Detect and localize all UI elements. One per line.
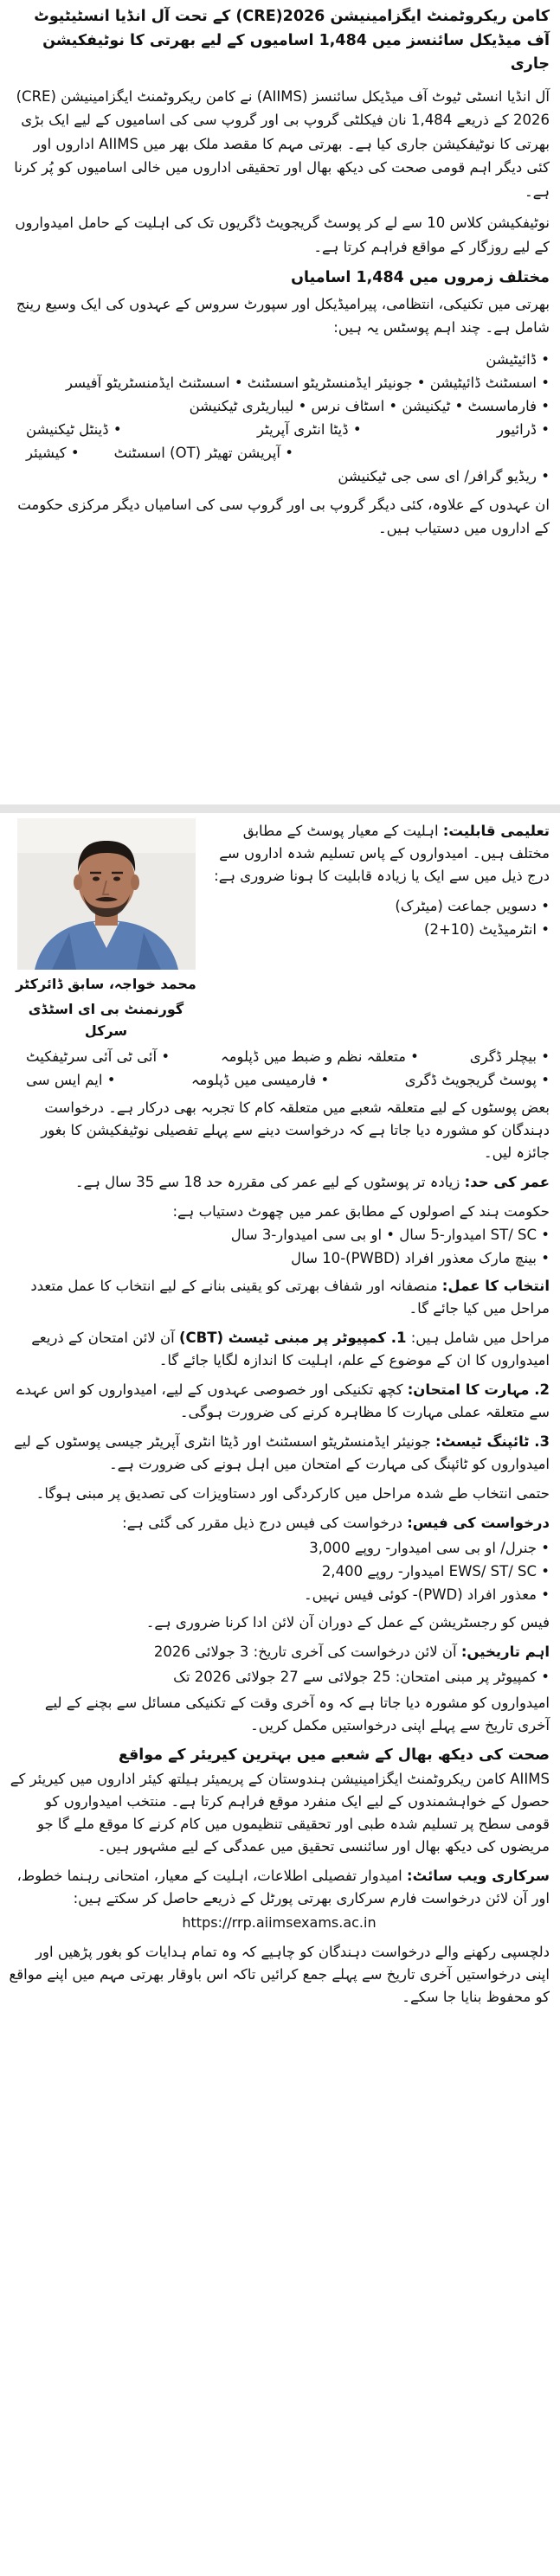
selection-label: انتخاب کا عمل: [441,1278,550,1294]
list-item: • EWS/ ST/ SC امیدوار- روپے 2,400 [321,1563,550,1580]
posts-list [0,348,560,488]
dates-label: اہم تاریخیں: [460,1644,550,1660]
fee-paragraph [0,1512,560,1535]
section-divider [0,804,560,813]
posts-heading: مختلف زمروں میں 1,484 اسامیاں [291,269,550,286]
list-item: • کیشیئر [26,444,80,461]
list-item: • ڈیٹا انٹری آپریٹر [257,420,362,438]
eligibility-summary-paragraph: نوٹیفکیشن کلاس 10 سے لے کر پوسٹ گریجویٹ ڈگریوں تک کی اہلیت کے حامل امیدواروں کے لیے روزگار کے مواقع فراہم کرتا ہے۔ [15,215,550,255]
list-item: • جنرل/ او بی سی امیدوار- روپے 3,000 [309,1540,550,1556]
posts-row [0,418,560,441]
stage1-label: 1. کمپیوٹر پر مبنی ٹیسٹ (CBT) [178,1330,407,1346]
website-paragraph [0,1865,560,1910]
photo-caption-name: محمد خواجہ، سابق ڈائرکٹر [16,976,196,992]
education-text: اہلیت کے معیار پوسٹ کے مطابق مختلف ہیں۔ امیدواروں کے پاس تسلیم شدہ اداروں سے درج ذیل میں سے ایک یا زیادہ قابلیت کا ہونا ضروری ہے: [214,823,550,884]
article-section-intro [0,0,560,804]
photo-caption-org: گورنمنٹ بی ای اسٹڈی سرکل [28,1001,184,1039]
intro-paragraph: آل انڈیا انسٹی ٹیوٹ آف میڈیکل سائنسز (AIIMS) نے کامن ریکروٹمنٹ ایگزامینیشن (CRE) 2026 کے ذریعے 1,484 نان فیکلٹی گروپ بی اور گروپ سی کی اسامیوں کے لیے ایک بڑی بھرتی کا نوٹیفکیشن جاری کیا ہے۔ بھرتی مہم کا مقصد ملک بھر میں AIIMS اداروں اور کئی دیگر اہم قومی صحت کی دیکھ بھال اور تحقیقی اداروں میں خالی اسامیوں کو پُر کرنا ہے۔ [14,87,550,200]
education-row [0,1045,560,1068]
posts-row [0,441,560,465]
lead-headline: کامن ریکروٹمنٹ ایگزامینیشن 2026(CRE) کے تحت آل انڈیا انسٹیٹیوٹ آف میڈیکل سائنسز میں 1,484 اسامیوں کے لیے بھرتی کا نوٹیفکیشن جاری [34,8,550,73]
article-section-details [0,813,560,2576]
list-item: • ڈرائیور [497,420,550,438]
list-item: • ریڈیو گرافر/ ای سی جی ٹیکنیشن [338,467,550,484]
stage2-paragraph [0,1379,560,1424]
closing-paragraph: دلچسپی رکھنے والے درخواست دہندگان کو چاہیے کہ وہ تمام ہدایات کو بغور پڑھیں اور اپنی درخواستیں آخری تاریخ سے پہلے جمع کرائیں تاکہ اس باوقار بھرتی مہم میں اپنے مواقع کو محفوظ بنایا جا سکے۔ [9,1944,550,2005]
list-item: • پوسٹ گریجویٹ ڈگری [404,1072,550,1088]
dates-text: آن لائن درخواست کی آخری تاریخ: 3 جولائی 2026 [153,1644,457,1660]
stage3-paragraph [0,1431,560,1476]
website-url-link[interactable]: https://rrp.aiimsexams.ac.in [182,1914,377,1931]
author-photo [17,818,196,970]
posts-intro-paragraph: بھرتی میں تکنیکی، انتظامی، پیرامیڈیکل اور سپورٹ سروس کے عہدوں کی ایک وسیع رینج شامل ہے۔ چند اہم پوسٹس یہ ہیں: [16,295,550,336]
dates-paragraph [0,1641,560,1663]
career-paragraph: AIIMS کامن ریکروٹمنٹ ایگزامینیشن ہندوستان کے پریمیئر ہیلتھ کیئر اداروں میں کیریئر کے حصول کے خواہشمندوں کے لیے ایک منفرد موقع فراہم کرتا ہے۔ منتخب امیدواروں کو قومی سطح پر تسلیم شدہ طبی اور تحقیقی تنظیموں میں کام کرنے کا موقع ملے گا جو مریضوں کی دیکھ بھال اور سائنسی تحقیق میں عمدگی کے لیے مشہور ہیں۔ [10,1771,550,1855]
age-limit-text: زیادہ تر پوسٹوں کے لیے عمر کی مقررہ حد 18 سے 35 سال ہے۔ [74,1174,460,1190]
experience-paragraph: بعض پوسٹوں کے لیے متعلقہ شعبے میں متعلقہ کام کا تجربہ بھی درکار ہے۔ درخواست دہندگان کو مشورہ دیا جاتا ہے کہ درخواست دینے سے پہلے تفصیلی نوٹیفکیشن کا بغور جائزہ لیں۔ [41,1099,550,1161]
list-item: • متعلقہ نظم و ضبط میں ڈپلومہ [220,1048,419,1065]
website-label: سرکاری ویب سائٹ: [407,1868,550,1884]
author-photo-block [9,818,203,1041]
person-portrait-image [17,818,196,970]
career-heading: صحت کی دیکھ بھال کے شعبے میں بہترین کیریئر کے مواقع [118,1746,550,1764]
list-item: • فارمیسی میں ڈپلومہ [190,1072,330,1088]
advice-paragraph: امیدواروں کو مشورہ دیا جاتا ہے کہ وہ آخری وقت کے تکنیکی مسائل سے بچنے کے لیے آخری تاریخ سے پہلے اپنی درخواستیں مکمل کریں۔ [44,1695,550,1733]
list-item: • آپریشن تھیٹر (OT) اسسٹنٹ [113,444,293,461]
list-item: • ST/ SC امیدوار-5 سال • او بی سی امیدوار-3 سال [230,1227,550,1243]
education-label: تعلیمی قابلیت: [442,823,550,839]
fee-text: درخواست کی فیس درج ذیل مقرر کی گئی ہے: [122,1515,402,1531]
website-text: امیدوار تفصیلی اطلاعات، اہلیت کے معیار، امتحانی رہنما خطوط، اور آن لائن درخواست فارم سرکاری بھرتی پورٹل کے ذریعے حاصل کر سکتے ہیں: [16,1868,550,1906]
age-limit-label: عمر کی حد: [464,1174,550,1190]
stages-paragraph [0,1327,560,1372]
stage1-text: آن لائن امتحان کے ذریعے امیدواروں کا ان کے موضوع کے علم، اہلیت کا اندازہ لگایا جائے گا۔ [31,1330,550,1368]
final-selection-paragraph: حتمی انتخاب طے شدہ مراحل میں کارکردگی اور دستاویزات کی تصدیق پر مبنی ہوگا۔ [35,1485,550,1502]
education-row [0,1068,560,1092]
list-item: • فارماسسٹ • ٹیکنیشن • اسٹاف نرس • لیباریٹری ٹیکنیشن [189,397,550,414]
list-item: • اسسٹنٹ ڈائیٹیشن • جونیئر ایڈمنسٹریٹو اسسٹنٹ • اسسٹنٹ ایڈمنسٹریٹو آفیسر [65,374,550,391]
list-item: • انٹرمیڈیٹ (10+2) [424,921,550,938]
selection-text: منصفانہ اور شفاف بھرتی کو یقینی بنانے کے لیے انتخاب کا عمل متعدد مراحل میں کیا جائے گا۔ [30,1278,550,1317]
age-limit-paragraph [0,1171,560,1194]
list-item: • ڈائیٹیشن [486,350,550,368]
stage3-label: 3. ٹائپنگ ٹیسٹ: [435,1433,550,1450]
fee-note-paragraph: فیس کو رجسٹریشن کے عمل کے دوران آن لائن ادا کرنا ضروری ہے۔ [145,1614,550,1631]
stage3-text: جونیئر ایڈمنسٹریٹو اسسٹنٹ اور ڈیٹا انٹری آپریٹر جیسی پوسٹوں کے لیے امیدواروں کو ٹائپنگ کی مہارت کے امتحان میں اہل ہونے کی ضرورت ہے۔ [14,1433,550,1472]
list-item: • بینچ مارک معذور افراد (PWBD)-10 سال [291,1250,550,1266]
list-item: • ڈینٹل ٹیکنیشن [26,420,122,438]
age-relaxation-paragraph: حکومت ہند کے اصولوں کے مطابق عمر میں چھوٹ دستیاب ہے: [172,1203,550,1220]
stages-intro: مراحل میں شامل ہیں: [410,1330,550,1346]
list-item: • دسویں جماعت (میٹرک) [395,898,550,914]
list-item: • بیچلر ڈگری [469,1048,550,1065]
list-item: • معذور افراد (PWD)- کوئی فیس نہیں۔ [303,1586,550,1603]
stage2-label: 2. مہارت کا امتحان: [407,1381,550,1398]
list-item: • ایم ایس سی [26,1072,116,1088]
selection-paragraph [0,1275,560,1320]
stage2-text: کچھ تکنیکی اور خصوصی عہدوں کے لیے، امیدواروں کو اس عہدے سے متعلقہ عملی مہارت کا مظاہرہ کرنے کی ضرورت ہوگی۔ [16,1381,550,1420]
list-item: • کمپیوٹر پر مبنی امتحان: 25 جولائی سے 27 جولائی 2026 تک [173,1669,550,1685]
fee-label: درخواست کی فیس: [407,1515,550,1531]
list-item: • آئی ٹی آئی سرٹیفکیٹ [26,1048,171,1065]
website-url-row [0,1912,560,1934]
other-posts-paragraph: ان عہدوں کے علاوہ، کئی دیگر گروپ بی اور گروپ سی کی اسامیاں دیگر مرکزی حکومت کے اداروں میں دستیاب ہیں۔ [17,496,550,536]
